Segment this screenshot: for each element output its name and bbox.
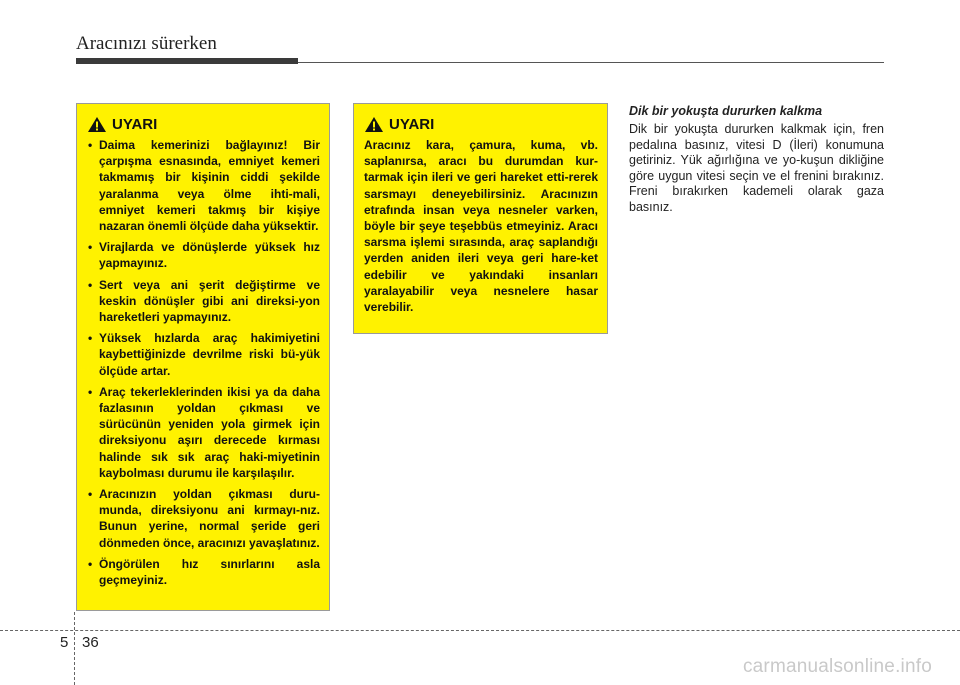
warning-heading — [87, 116, 320, 133]
warning-title: UYARI — [112, 116, 158, 133]
warning-item: • Araç tekerleklerinden ikisi ya da daha fazlasının yoldan çıkması ve sürücünün yeniden yola girmek için direksiyonu aşırı derecede kırması halinde sık sık araç haki-miyetinin kaybolması durumu ile karşılaşılır. — [87, 384, 320, 481]
watermark: carmanualsonline.info — [742, 656, 932, 677]
header-rule-accent — [76, 58, 298, 64]
warning-item: • Virajlarda ve dönüşlerde yüksek hız yapmayınız. — [87, 239, 320, 271]
chapter-number: 5 — [60, 634, 69, 651]
warning-triangle-icon — [364, 116, 384, 133]
header-title: Aracınızı sürerken — [76, 33, 217, 54]
warning-box-seatbelt — [76, 103, 330, 611]
warning-text: Aracınız kara, çamura, kuma, vb. saplanırsa, aracı bu durumdan kur-tarmak için ileri ve geri hareket etti-rerek sarsmayı deneyebilirsiniz. Aracınızın etrafında insan veya nesneler varken, böyle bir şeye teşebbüs etmeyiniz. Aracı sarsma işlemi sırasında, araç saplandığı yerden aniden ileri veya geri hare-ket edebilir ve yakındaki insanları yaralayabilir veya nesnelere hasar verebilir. — [364, 138, 598, 315]
warning-list — [87, 137, 320, 588]
footer-divider — [74, 612, 75, 685]
warning-triangle-icon — [87, 116, 107, 133]
warning-item: • Öngörülen hız sınırlarını asla geçmeyiniz. — [87, 556, 320, 588]
warning-item: • Aracınızın yoldan çıkması duru-munda, direksiyonu ani kırmayı-nız. Bunun yerine, normal şeride geri dönmeden önce, aracınızı yavaşlatınız. — [87, 486, 320, 551]
page-number: 36 — [82, 634, 99, 651]
section-body: Dik bir yokuşta dururken kalkmak için, fren pedalına basınız, vitesi D (İleri) konumuna getiriniz. Yük ağırlığına ve yo-kuşun dikliğine göre uygun vitesi seçin ve el frenini bırakınız. Freni bırakırken kademeli olarak gaza basınız. — [629, 122, 884, 214]
section-heading: Dik bir yokuşta dururken kalkma — [629, 104, 823, 118]
warning-item: • Yüksek hızlarda araç hakimiyetini kaybettiğinizde devrilme riski bü-yük ölçüde artar. — [87, 330, 320, 379]
warning-box-stuck-vehicle — [353, 103, 608, 334]
warning-item: • Sert veya ani şerit değiştirme ve keskin dönüşler gibi ani direksi-yon hareketleri yapmayınız. — [87, 277, 320, 326]
warning-heading — [364, 116, 598, 133]
warning-item: • Daima kemerinizi bağlayınız! Bir çarpışma esnasında, emniyet kemeri takmamış bir kişinin ciddi şekilde yaralanma veya ölme ihti-mali, emniyet kemeri takmış bir kişiye nazaran önemli ölçüde daha yüksektir. — [87, 137, 320, 234]
footer-rule — [0, 630, 960, 631]
warning-title: UYARI — [389, 116, 435, 133]
